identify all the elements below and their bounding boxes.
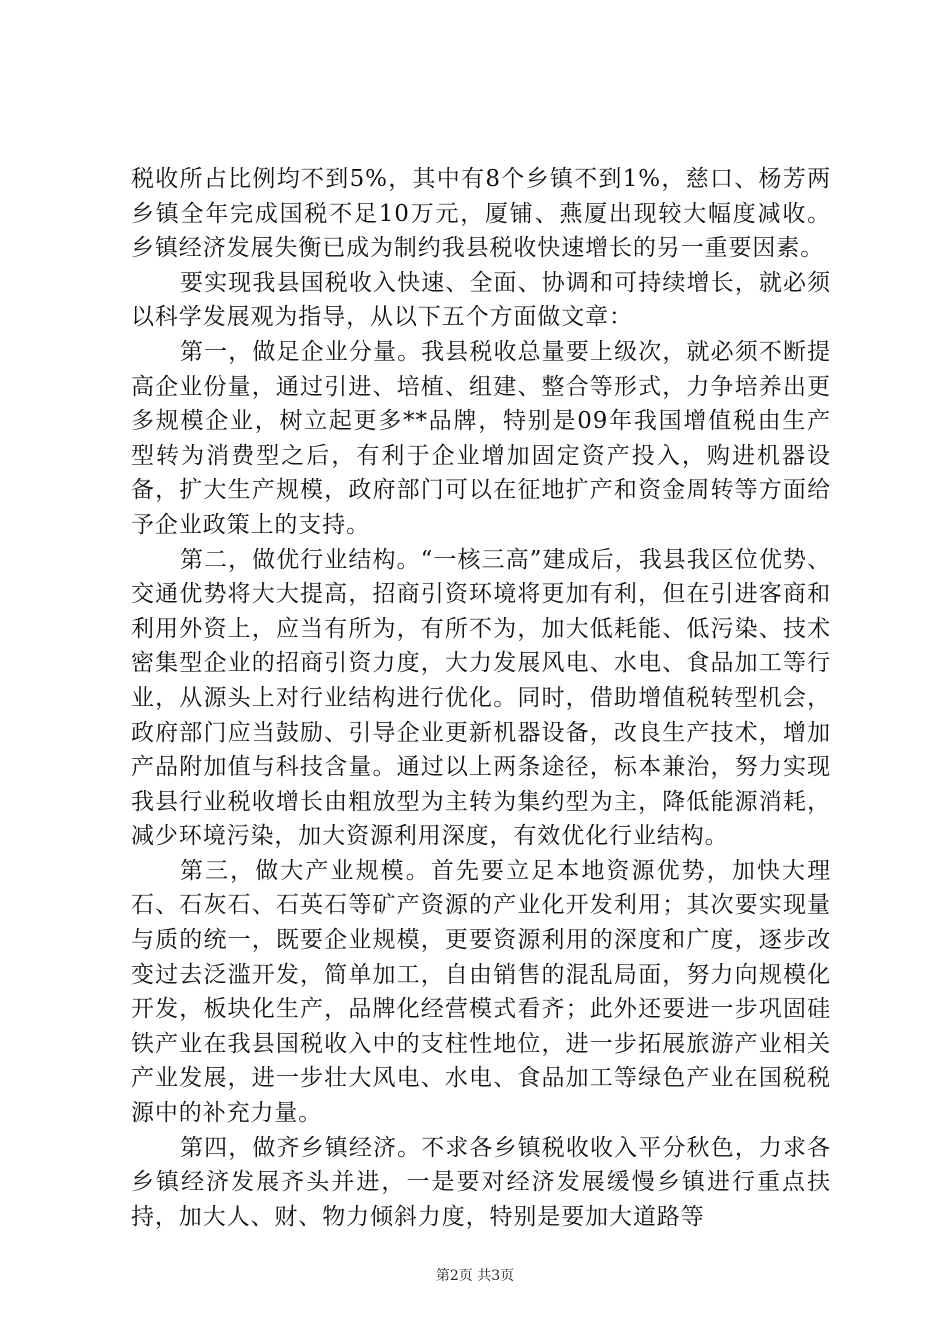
paragraph-4: 第二，做优行业结构。“一核三高”建成后，我县我区位优势、交通优势将大大提高，招商引资环境将更加有利，但在引进客商和利用外资上，应当有所为，有所不为，加大低耗能、低污染、技术密集型企业的招商引资力度，大力发展风电、水电、食品加工等行业，从源头上对行业结构进行优化。同时，借助增值税转型机会，政府部门应当鼓励、引导企业更新机器设备，改良生产技术，增加产品附加值与科技含量。通过以上两条途径，标本兼治，努力实现我县行业税收增长由粗放型为主转为集约型为主，降低能源消耗，减少环境污染，加大资源利用深度，有效优化行业结构。 <box>131 546 831 850</box>
page-footer <box>0 1266 950 1286</box>
page-number: 第2页 共3页 <box>435 1268 515 1284</box>
paragraph-1: 税收所占比例均不到5%，其中有8个乡镇不到1%，慈口、杨芳两乡镇全年完成国税不足10万元，厦铺、燕厦出现较大幅度减收。乡镇经济发展失衡已成为制约我县税收快速增长的另一重要因素。 <box>131 166 831 262</box>
paragraph-6: 第四，做齐乡镇经济。不求各乡镇税收收入平分秋色，力求各乡镇经济发展齐头并进，一是要对经济发展缓慢乡镇进行重点扶持，加大人、财、物力倾斜力度，特别是要加大道路等 <box>131 1134 831 1230</box>
paragraph-2: 要实现我县国税收入快速、全面、协调和可持续增长，就必须以科学发展观为指导，从以下五个方面做文章： <box>131 269 831 331</box>
body-text <box>131 162 831 1234</box>
paragraph-3: 第一，做足企业分量。我县税收总量要上级次，就必须不断提高企业份量，通过引进、培植、组建、整合等形式，力争培养出更多规模企业，树立起更多**品牌，特别是09年我国增值税由生产型转为消费型之后，有利于企业增加固定资产投入，购进机器设备，扩大生产规模，政府部门可以在征地扩产和资金周转等方面给予企业政策上的支持。 <box>131 338 831 538</box>
paragraph-5: 第三，做大产业规模。首先要立足本地资源优势，加快大理石、石灰石、石英石等矿产资源的产业化开发利用；其次要实现量与质的统一，既要企业规模，更要资源利用的深度和广度，逐步改变过去泛滥开发，简单加工，自由销售的混乱局面，努力向规模化开发，板块化生产，品牌化经营模式看齐；此外还要进一步巩固硅铁产业在我县国税收入中的支柱性地位，进一步拓展旅游产业相关产业发展，进一步壮大风电、水电、食品加工等绿色产业在国税税源中的补充力量。 <box>131 857 831 1127</box>
